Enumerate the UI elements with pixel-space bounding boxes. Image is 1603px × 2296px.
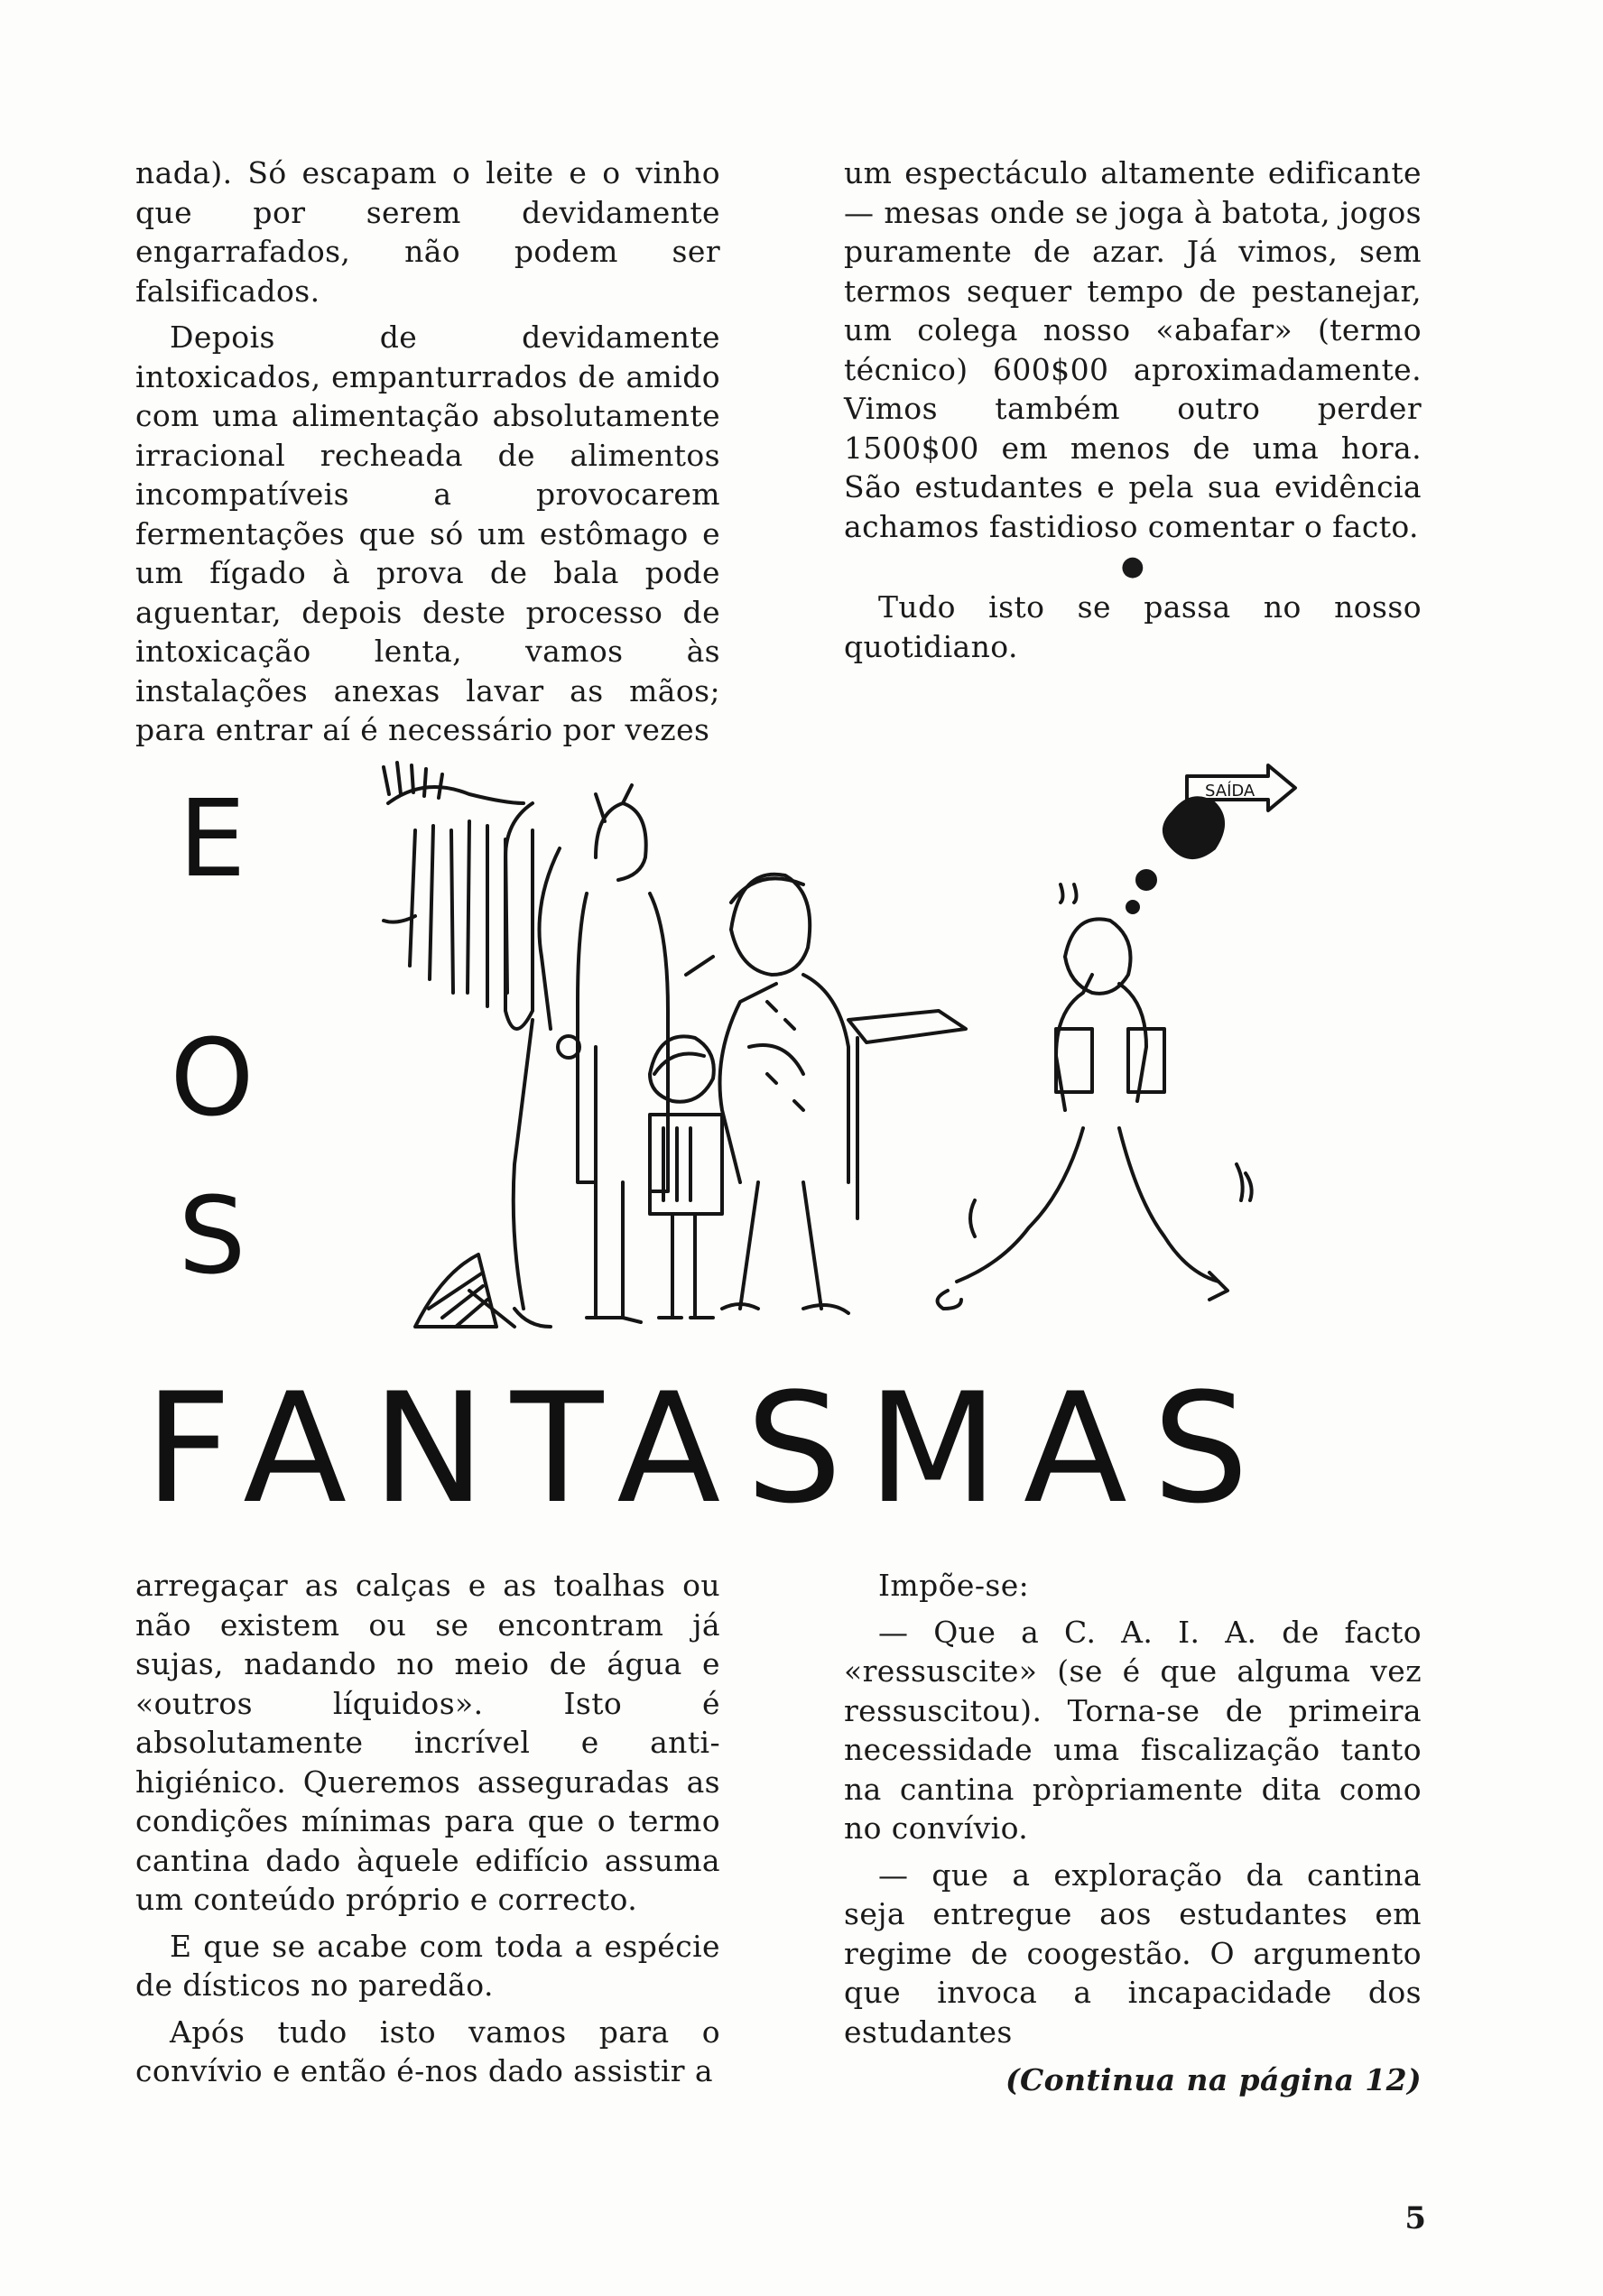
paragraph: Tudo isto se passa no nosso quotidiano. bbox=[844, 589, 1422, 664]
paragraph: — que a exploração da cantina seja entregue aos estudantes em regime de coogestão. O argumento que invoca a incapacidade dos estudantes bbox=[844, 1856, 1422, 2050]
text-column-top-left bbox=[135, 153, 720, 757]
text-column-bottom-right bbox=[844, 1566, 1422, 2100]
section-bullet: ● bbox=[1120, 551, 1145, 582]
paragraph: Após tudo isto vamos para o convívio e então é-nos dado assistir a bbox=[135, 2014, 720, 2088]
cartoon-illustration bbox=[379, 749, 1417, 1336]
paragraph: Depois de devidamente intoxicados, empanturrados de amido com uma alimentação absolutamente irracional recheada de alimentos incompatíveis a provocarem fermentações que só um estômago e um fígado à prova de bala pode aguentar, depois deste processo de intoxicação lenta, vamos às instalações anexas lavar as mãos; para entrar aí é necessário por vezes bbox=[135, 319, 720, 747]
thought-cloud-drawing bbox=[1061, 798, 1223, 912]
continued-note: (Continua na página 12) bbox=[1005, 2062, 1422, 2097]
small-boy-drawing bbox=[650, 1036, 722, 1318]
title-letter-s: S bbox=[178, 1173, 246, 1298]
running-man-drawing bbox=[938, 919, 1252, 1309]
title-letter-o: O bbox=[170, 1015, 255, 1140]
exit-sign-text: SAÍDA bbox=[1205, 782, 1256, 801]
title-fantasmas: FANTASMAS bbox=[144, 1360, 1274, 1537]
title-letter-e: E bbox=[178, 776, 246, 901]
paragraph: E que se acabe com toda a espécie de dísticos no paredão. bbox=[135, 1928, 720, 2003]
smoking-man-drawing bbox=[686, 875, 966, 1313]
paragraph: um espectáculo altamente edificante — mesas onde se joga à batota, jogos puramente de azar. Já vimos, sem termos sequer tempo de pestanejar, um colega nosso «abafar» (termo técnico) 600$00 aproximadamente. Vimos também outro perder 1500$00 em menos de uma hora. São estudantes e pela sua evidência achamos fastidioso comentar o facto. bbox=[844, 155, 1422, 544]
page-number: 5 bbox=[1404, 2200, 1426, 2236]
coat-rack-drawing bbox=[384, 763, 560, 1029]
text-column-bottom-left bbox=[135, 1566, 720, 2098]
text-column-top-right bbox=[844, 153, 1422, 673]
ghost-figure-drawing bbox=[415, 1020, 551, 1327]
paragraph: nada). Só escapam o leite e o vinho que por serem devidamente engarrafados, não podem ser falsificados. bbox=[135, 155, 720, 309]
paragraph: — Que a C. A. I. A. de facto «ressuscite» (se é que alguma vez ressuscitou). Torna-se de primeira necessidade uma fiscalização tanto na cantina pròpriamente dita como no convívio. bbox=[844, 1614, 1422, 1846]
paragraph: arregaçar as calças e as toalhas ou não existem ou se encontram já sujas, nadando no meio de água e «outros líquidos». Isto é absolutamente incrível e anti-higiénico. Queremos asseguradas as condições mínimas para que o termo cantina dado àquele edifício assuma um conteúdo próprio e correcto. bbox=[135, 1568, 720, 1917]
paragraph: Impõe-se: bbox=[878, 1568, 1030, 1603]
tall-man-drawing bbox=[558, 785, 668, 1322]
